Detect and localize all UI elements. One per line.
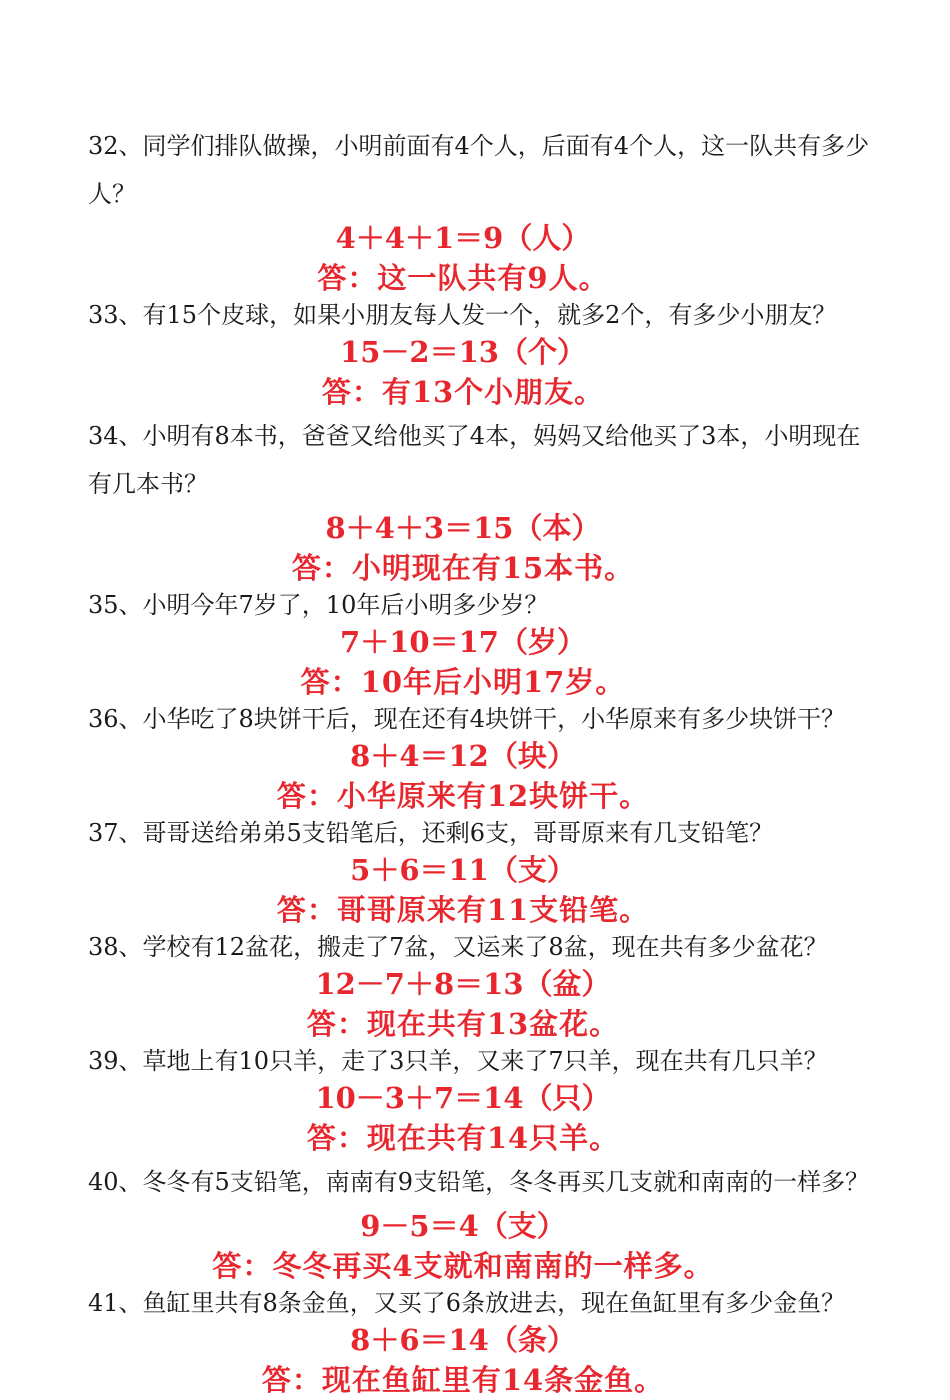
problem-35 [88, 588, 878, 702]
equation-text: 15－2＝13（个） [340, 335, 586, 369]
answer-text: 答：小华原来有12块饼干。 [276, 779, 650, 813]
question-text: 40、冬冬有5支铅笔，南南有9支铅笔，冬冬再买几支就和南南的一样多？ [88, 1168, 870, 1196]
question-text: 32、同学们排队做操，小明前面有4个人，后面有4个人，这一队共有多少人？ [88, 132, 870, 208]
answer-text: 答：现在共有14只羊。 [306, 1121, 620, 1155]
problem-37 [88, 816, 878, 930]
problem-33 [88, 298, 878, 412]
question-text: 41、鱼缸里共有8条金鱼，又买了6条放进去，现在鱼缸里有多少金鱼？ [88, 1289, 846, 1317]
problem-40 [88, 1158, 878, 1286]
problem-36 [88, 702, 878, 816]
problem-39 [88, 1044, 878, 1158]
answer-text: 答：哥哥原来有11支铅笔。 [276, 893, 650, 927]
problem-32 [88, 122, 878, 298]
answer-text: 答：这一队共有9人。 [317, 261, 609, 295]
question-text: 38、学校有12盆花，搬走了7盆，又运来了8盆，现在共有多少盆花？ [88, 933, 828, 961]
equation-text: 8＋4＝12（块） [350, 739, 576, 773]
equation-text: 5＋6＝11（支） [350, 853, 576, 887]
answer-text: 答：冬冬再买4支就和南南的一样多。 [212, 1249, 714, 1283]
equation-text: 10－3＋7＝14（只） [315, 1081, 611, 1115]
equation-text: 4＋4＋1＝9（人） [335, 221, 591, 255]
equation-text: 12－7＋8＝13（盆） [315, 967, 611, 1001]
question-text: 34、小明有8本书，爸爸又给他买了4本，妈妈又给他买了3本，小明现在有几本书？ [88, 422, 861, 498]
equation-text: 8＋6＝14（条） [350, 1323, 576, 1357]
answer-text: 答：现在共有13盆花。 [306, 1007, 620, 1041]
answer-text: 答：小明现在有15本书。 [291, 551, 635, 585]
answer-text: 答：现在鱼缸里有14条金鱼。 [261, 1363, 665, 1397]
question-text: 35、小明今年7岁了，10年后小明多少岁？ [88, 591, 549, 619]
problem-41 [88, 1286, 878, 1400]
equation-text: 9－5＝4（支） [360, 1209, 566, 1243]
problem-38 [88, 930, 878, 1044]
answer-text: 答：10年后小明17岁。 [300, 665, 626, 699]
question-text: 33、有15个皮球，如果小朋友每人发一个，就多2个，有多少小朋友？ [88, 301, 837, 329]
problem-list [88, 122, 878, 1400]
question-text: 36、小华吃了8块饼干后，现在还有4块饼干，小华原来有多少块饼干？ [88, 705, 846, 733]
equation-text: 8＋4＋3＝15（本） [325, 511, 601, 545]
answer-text: 答：有13个小朋友。 [321, 375, 605, 409]
question-text: 39、草地上有10只羊，走了3只羊，又来了7只羊，现在共有几只羊？ [88, 1047, 828, 1075]
problem-34 [88, 412, 878, 588]
question-text: 37、哥哥送给弟弟5支铅笔后，还剩6支，哥哥原来有几支铅笔？ [88, 819, 774, 847]
equation-text: 7＋10＝17（岁） [340, 625, 586, 659]
